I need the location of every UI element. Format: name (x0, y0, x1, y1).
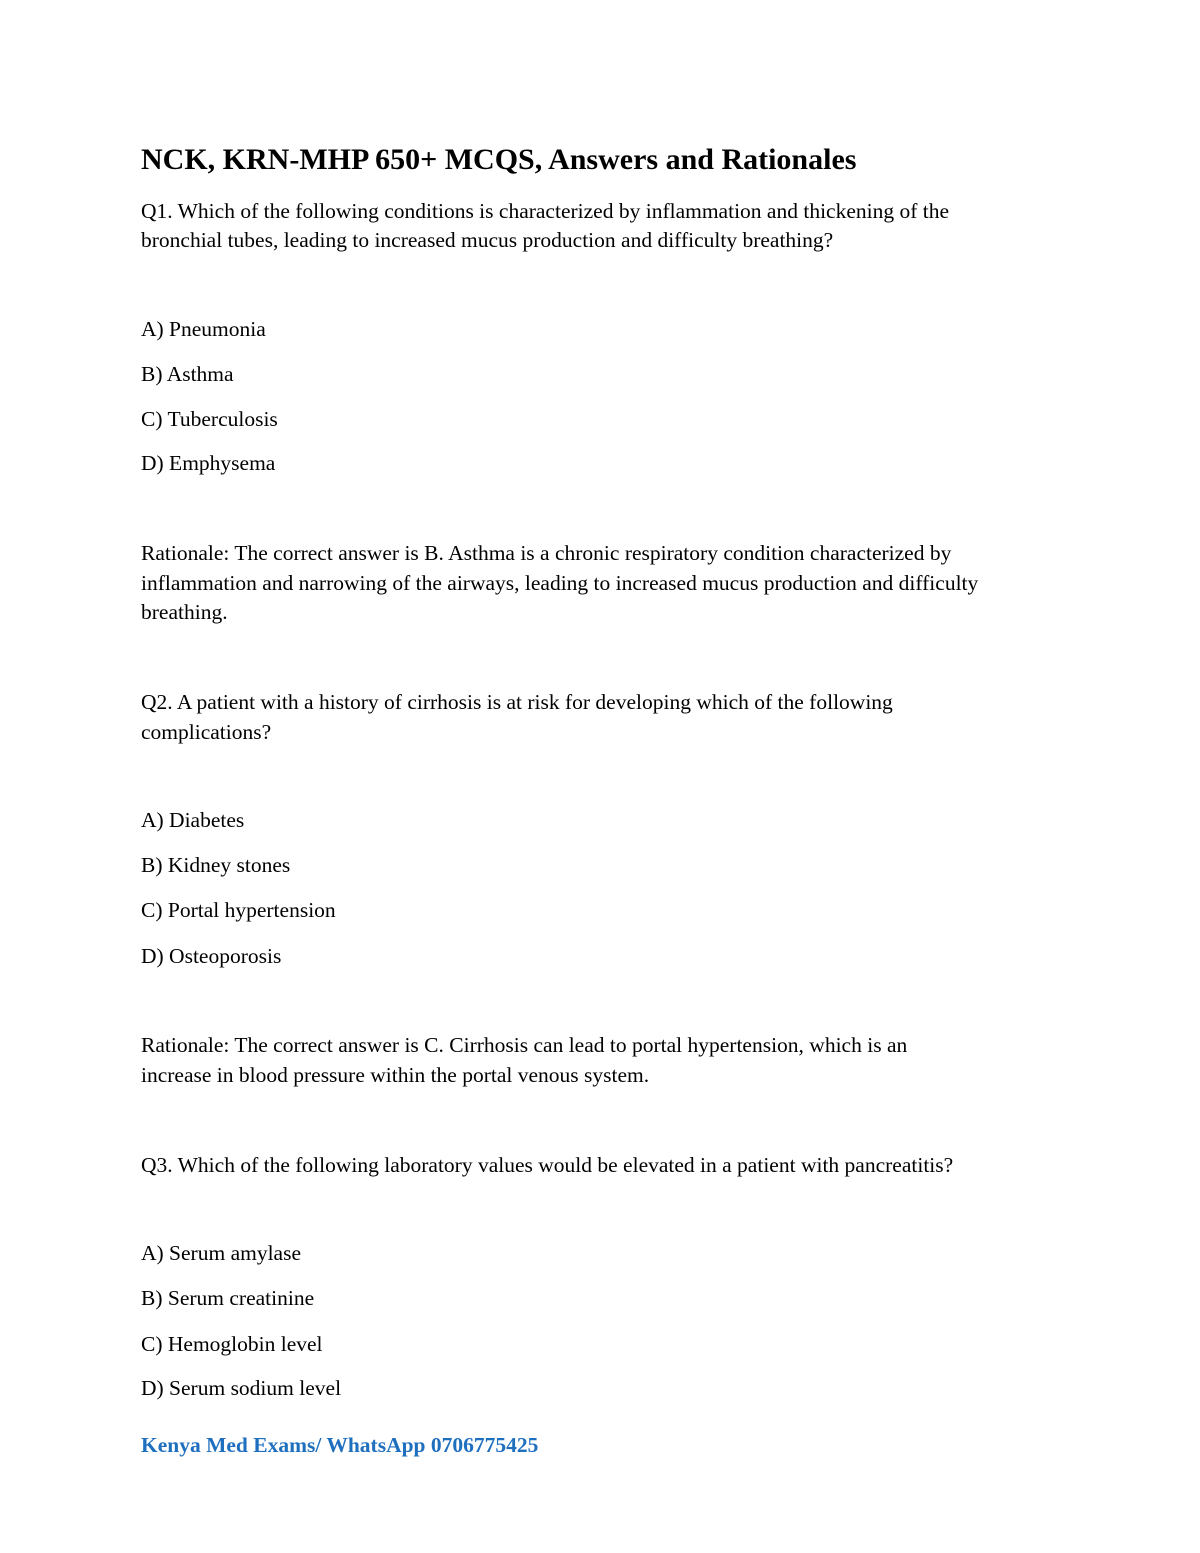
question-2-text-line-2: complications? (141, 720, 272, 744)
document-title: NCK, KRN-MHP 650+ MCQS, Answers and Rationales (141, 143, 857, 176)
question-1-rationale-line-2: inflammation and narrowing of the airways, leading to increased mucus production and difficulty (141, 571, 979, 595)
question-1-rationale-line-1: Rationale: The correct answer is B. Asthma is a chronic respiratory condition characterized by (141, 541, 952, 565)
footer-contact: Kenya Med Exams/ WhatsApp 0706775425 (141, 1433, 539, 1457)
question-2-option-b: B) Kidney stones (141, 853, 291, 877)
question-1-text-line-2: bronchial tubes, leading to increased mucus production and difficulty breathing? (141, 228, 834, 252)
question-1-option-b: B) Asthma (141, 362, 234, 386)
question-2-option-d: D) Osteoporosis (141, 944, 282, 968)
question-2-option-a: A) Diabetes (141, 808, 245, 832)
question-3-option-d: D) Serum sodium level (141, 1376, 342, 1400)
question-3-option-b: B) Serum creatinine (141, 1286, 315, 1310)
question-3-option-a: A) Serum amylase (141, 1241, 302, 1265)
question-2-rationale-line-2: increase in blood pressure within the portal venous system. (141, 1063, 650, 1087)
question-1-text-line-1: Q1. Which of the following conditions is characterized by inflammation and thickening of the (141, 199, 950, 223)
question-2-option-c: C) Portal hypertension (141, 898, 336, 922)
question-1-option-a: A) Pneumonia (141, 317, 266, 341)
question-1-rationale-line-3: breathing. (141, 600, 228, 624)
question-1-option-c: C) Tuberculosis (141, 407, 278, 431)
question-3-option-c: C) Hemoglobin level (141, 1332, 323, 1356)
question-2-rationale-line-1: Rationale: The correct answer is C. Cirrhosis can lead to portal hypertension, which is an (141, 1033, 908, 1057)
question-1-option-d: D) Emphysema (141, 451, 276, 475)
question-2-text-line-1: Q2. A patient with a history of cirrhosis is at risk for developing which of the following (141, 690, 893, 714)
question-3-text-line-1: Q3. Which of the following laboratory values would be elevated in a patient with pancreatitis? (141, 1153, 954, 1177)
